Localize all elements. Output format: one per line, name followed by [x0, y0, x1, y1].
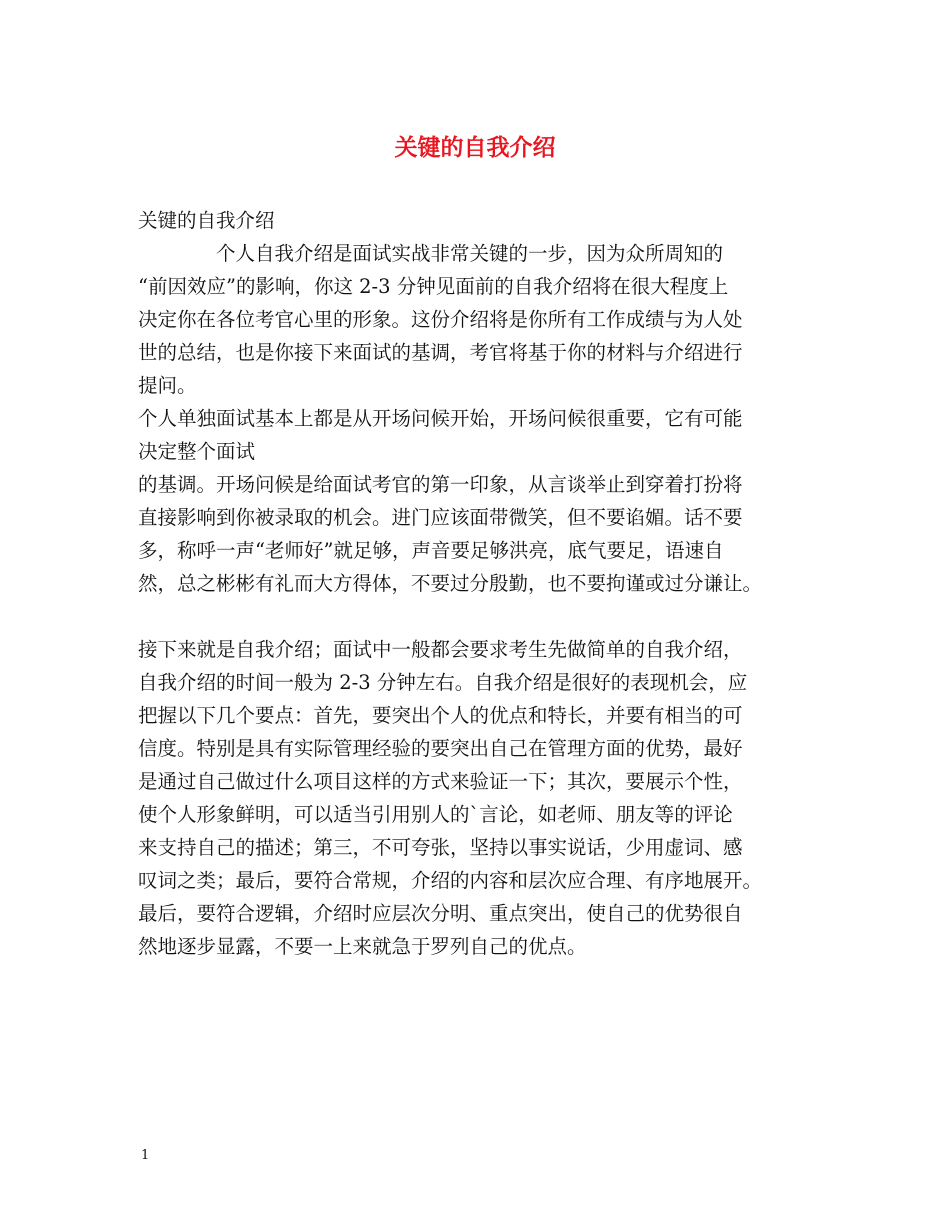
body-line: 个人自我介绍是面试实战非常关键的一步，因为众所周知的	[138, 242, 724, 265]
paragraph-gap	[138, 600, 838, 633]
body-line: 多，称呼一声“老师好”就足够，声音要足够洪亮，底气要足，语速自	[138, 539, 724, 562]
body-line: 信度。特别是具有实际管理经验的要突出自己在管理方面的优势，最好	[138, 737, 743, 760]
body-line: 是通过自己做过什么项目这样的方式来验证一下；其次，要展示个性，	[138, 770, 743, 793]
body-line: 接下来就是自我介绍；面试中一般都会要求考生先做简单的自我介绍，	[138, 638, 743, 661]
body-line: 的基调。开场问候是给面试考官的第一印象，从言谈举止到穿着打扮将	[138, 473, 743, 496]
body-line: 决定整个面试	[138, 440, 256, 463]
body-line: 提问。	[138, 374, 197, 397]
document-body	[138, 204, 838, 963]
body-line: 直接影响到你被录取的机会。进门应该面带微笑，但不要谄媚。话不要	[138, 506, 743, 529]
body-line: 关键的自我介绍	[138, 209, 275, 232]
body-line: 自我介绍的时间一般为 2-3 分钟左右。自我介绍是很好的表现机会，应	[138, 671, 748, 694]
page-number: 1	[141, 1148, 150, 1163]
body-line: 叹词之类；最后，要符合常规，介绍的内容和层次应合理、有序地展开。	[138, 869, 763, 892]
body-line: 来支持自己的描述；第三，不可夸张，坚持以事实说话，少用虚词、感	[138, 836, 743, 859]
body-line: “前因效应”的影响，你这 2-3 分钟见面前的自我介绍将在很大程度上	[138, 275, 729, 298]
body-line: 决定你在各位考官心里的形象。这份介绍将是你所有工作成绩与为人处	[138, 308, 743, 331]
body-line: 世的总结，也是你接下来面试的基调，考官将基于你的材料与介绍进行	[138, 341, 743, 364]
document-title: 关键的自我介绍	[394, 134, 556, 161]
body-line: 使个人形象鲜明，可以适当引用别人的`言论，如老师、朋友等的评论	[138, 803, 733, 826]
body-line: 最后，要符合逻辑，介绍时应层次分明、重点突出，使自己的优势很自	[138, 902, 743, 925]
body-line: 个人单独面试基本上都是从开场问候开始，开场问候很重要，它有可能	[138, 407, 743, 430]
body-line: 然地逐步显露，不要一上来就急于罗列自己的优点。	[138, 935, 587, 958]
body-line: 然，总之彬彬有礼而大方得体，不要过分殷勤，也不要拘谨或过分谦让。	[138, 572, 763, 595]
body-line: 把握以下几个要点：首先，要突出个人的优点和特长，并要有相当的可	[138, 704, 743, 727]
